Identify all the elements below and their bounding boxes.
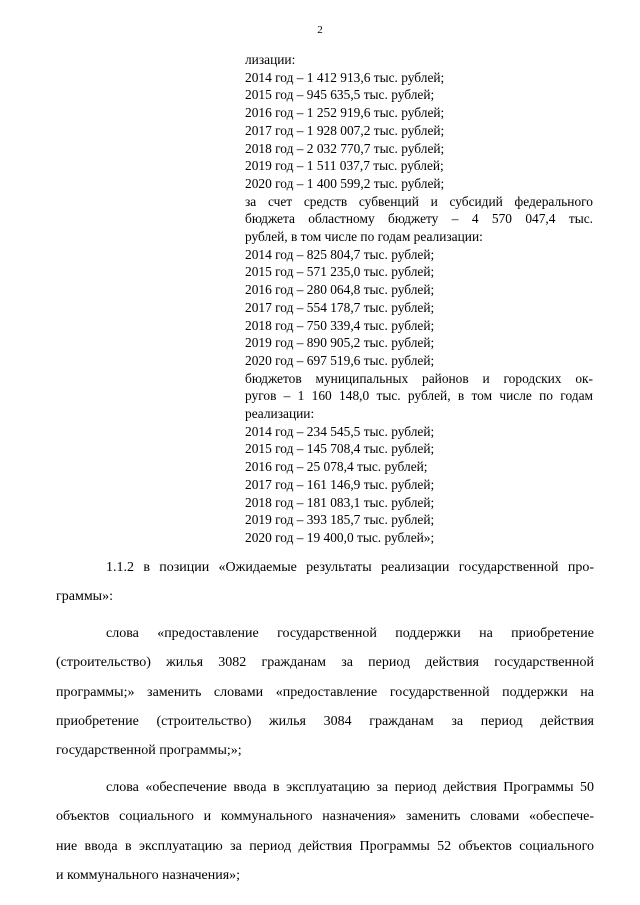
year-amount-line: 2014 год – 234 545,5 тыс. рублей; bbox=[245, 423, 435, 439]
paragraph-facilities bbox=[56, 773, 594, 891]
year-amount-line: 2017 год – 161 146,9 тыс. рублей; bbox=[245, 476, 435, 492]
paragraph-line: государственной программы;»; bbox=[56, 743, 242, 759]
federal-funding-heading bbox=[245, 193, 593, 246]
federal-heading-line: за счет средств субвенций и субсидий федерального bbox=[245, 193, 593, 209]
year-amount-line: 2019 год – 1 511 037,7 тыс. рублей; bbox=[245, 158, 444, 174]
year-amount-line: 2020 год – 1 400 599,2 тыс. рублей; bbox=[245, 175, 445, 191]
year-amount-line: 2020 год – 19 400,0 тыс. рублей»; bbox=[245, 529, 435, 545]
year-amount-line: 2016 год – 25 078,4 тыс. рублей; bbox=[245, 459, 428, 475]
paragraph-line: и коммунального назначения»; bbox=[56, 868, 241, 884]
year-amount-line: 2016 год – 280 064,8 тыс. рублей; bbox=[245, 282, 435, 298]
paragraph-line: слова «предоставление государственной поддержки на приобретение bbox=[106, 625, 594, 641]
year-amount-line: 2017 год – 554 178,7 тыс. рублей; bbox=[245, 299, 435, 315]
year-amount-line: 2014 год – 1 412 913,6 тыс. рублей; bbox=[245, 69, 445, 85]
column-intro: лизации: bbox=[245, 52, 296, 67]
year-amount-line: 2015 год – 571 235,0 тыс. рублей; bbox=[245, 264, 435, 280]
year-amount-line: 2018 год – 750 339,4 тыс. рублей; bbox=[245, 317, 435, 333]
funding-column bbox=[245, 51, 593, 547]
municipal-funding-heading bbox=[245, 370, 593, 423]
page-number: 2 bbox=[317, 24, 323, 36]
paragraph-line: ние ввода в эксплуатацию за период действия Программы 52 объектов социального bbox=[56, 838, 594, 854]
year-amount-line: 2018 год – 2 032 770,7 тыс. рублей; bbox=[245, 140, 445, 156]
paragraph-line: слова «обеспечение ввода в эксплуатацию за период действия Программы 50 bbox=[106, 779, 594, 795]
municipal-budget-years bbox=[245, 423, 593, 547]
year-amount-line: 2018 год – 181 083,1 тыс. рублей; bbox=[245, 494, 435, 510]
paragraph-line: приобретение (строительство) жилья 3084 гражданам за период действия bbox=[56, 714, 594, 730]
paragraph-line: граммы»: bbox=[56, 589, 113, 605]
municipal-heading-line: реализации: bbox=[245, 406, 315, 422]
paragraph-line: 1.1.2 в позиции «Ожидаемые результаты реализации государственной про- bbox=[106, 560, 594, 575]
year-amount-line: 2017 год – 1 928 007,2 тыс. рублей; bbox=[245, 122, 445, 138]
year-amount-line: 2019 год – 393 185,7 тыс. рублей; bbox=[245, 512, 435, 528]
regional-budget-years bbox=[245, 69, 593, 193]
federal-heading-line: рублей, в том числе по годам реализации: bbox=[245, 229, 483, 245]
municipal-heading-line: бюджетов муниципальных районов и городских ок- bbox=[245, 370, 593, 386]
paragraph-line: (строительство) жилья 3082 гражданам за период действия государственной bbox=[56, 655, 594, 671]
year-amount-line: 2014 год – 825 804,7 тыс. рублей; bbox=[245, 246, 435, 262]
paragraph-line: объектов социального и коммунального назначения» заменить словами «обеспече- bbox=[56, 809, 594, 825]
paragraph-results-position bbox=[56, 553, 594, 612]
year-amount-line: 2015 год – 945 635,5 тыс. рублей; bbox=[245, 87, 435, 103]
paragraph-line: программы;» заменить словами «предоставление государственной поддержки на bbox=[56, 684, 594, 700]
municipal-heading-line: ругов – 1 160 148,0 тыс. рублей, в том числе по годам bbox=[245, 388, 593, 404]
federal-budget-years bbox=[245, 246, 593, 370]
year-amount-line: 2019 год – 890 905,2 тыс. рублей; bbox=[245, 335, 435, 351]
year-amount-line: 2016 год – 1 252 919,6 тыс. рублей; bbox=[245, 105, 445, 121]
year-amount-line: 2020 год – 697 519,6 тыс. рублей; bbox=[245, 352, 435, 368]
federal-heading-line: бюджета областному бюджету – 4 570 047,4 тыс. bbox=[245, 211, 593, 227]
amendment-text bbox=[56, 553, 594, 890]
year-amount-line: 2015 год – 145 708,4 тыс. рублей; bbox=[245, 441, 435, 457]
paragraph-housing-support bbox=[56, 619, 594, 766]
